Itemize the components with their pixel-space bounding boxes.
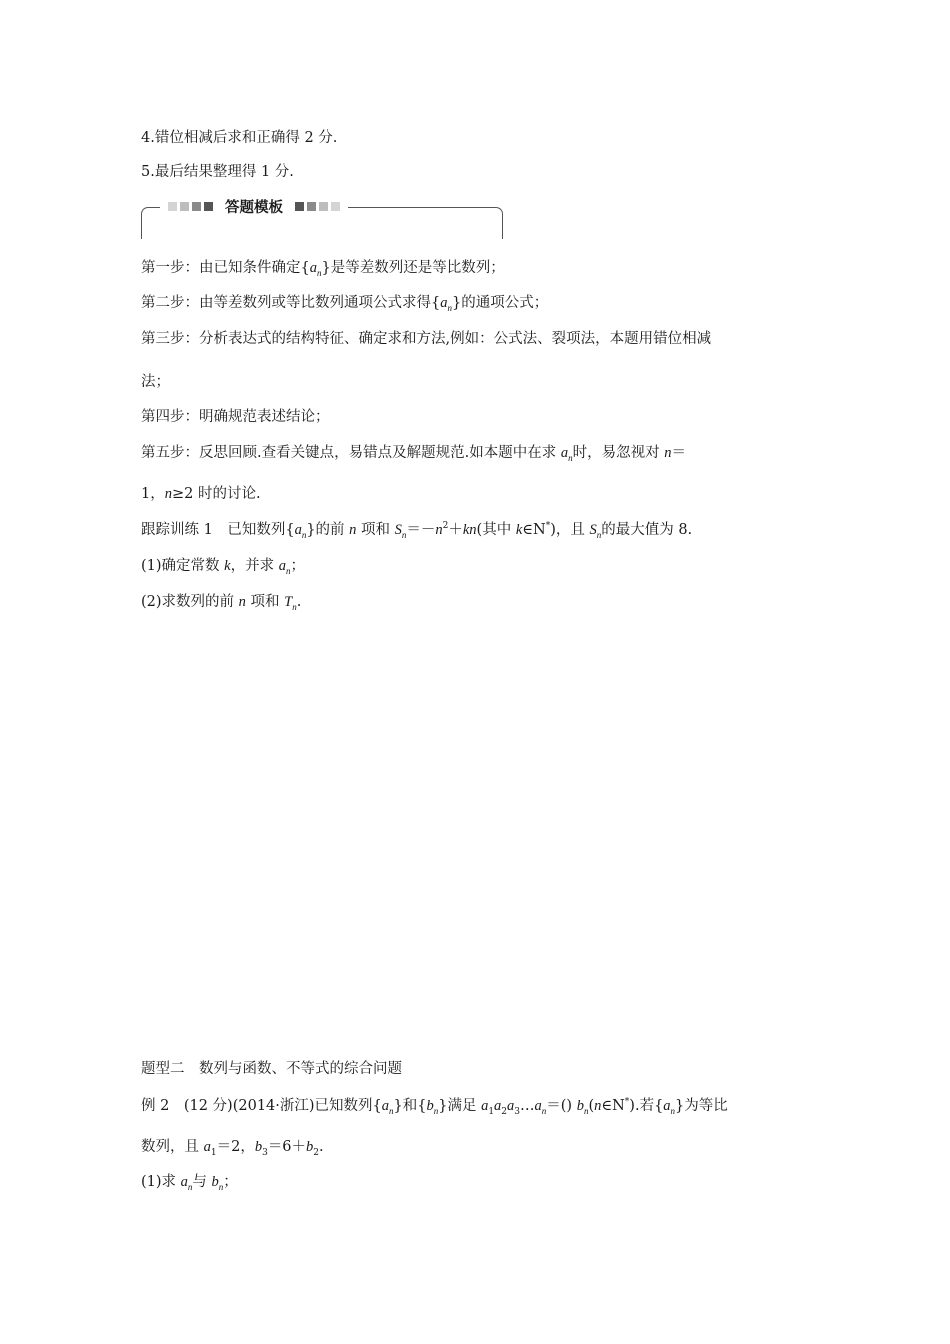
scoring-item-4: 4.错位相减后求和正确得 2 分. xyxy=(141,130,338,146)
square-icon xyxy=(295,202,304,211)
template-header xyxy=(160,196,348,216)
square-icon xyxy=(307,202,316,211)
square-icon xyxy=(331,202,340,211)
scoring-item-5: 5.最后结果整理得 1 分. xyxy=(141,164,294,180)
step-3-line-2: 法； xyxy=(141,374,170,390)
example-2-line-1: 例 2 (12 分)(2014·浙江)已知数列$\{a_n\}$和$\{b_n\}$满足 $a_1a_2a_3\dots a_n=()$ $b_n(n\in N^*)$.若$\{a_n\}$为等比 xyxy=(141,1097,728,1117)
exercise-stem: 跟踪训练 1 已知数列$\{a_n\}$的前 n 项和 $S_n=-n^2+kn$(其中 k∈N*)，且 $S_n$的最大值为 8. xyxy=(141,521,693,540)
exercise-question-1: (1)确定常数 k，并求 $a_n$； xyxy=(141,558,305,576)
squares-left xyxy=(168,202,213,211)
square-icon xyxy=(204,202,213,211)
step-5-line-1: 第五步：反思回顾.查看关键点，易错点及解题规范.如本题中在求 $a_n$时，易忽视对 n＝ xyxy=(141,445,686,463)
example-2-question-1: (1)求 $a_n$与 $b_n$； xyxy=(141,1174,238,1192)
type-2-heading: 题型二 数列与函数、不等式的综合问题 xyxy=(141,1061,402,1077)
example-2-line-2: 数列，且 $a_1=2$，$b_3=6+b_2$. xyxy=(141,1139,324,1158)
square-icon xyxy=(319,202,328,211)
step-3-line-1: 第三步：分析表达式的结构特征、确定求和方法,例如：公式法、裂项法，本题用错位相减 xyxy=(141,331,712,347)
step-2: 第二步：由等差数列或等比数列通项公式求得$\{a_n\}$的通项公式； xyxy=(141,295,549,313)
step-4: 第四步：明确规范表述结论； xyxy=(141,409,330,425)
step-5-line-2: 1，n≥2 时的讨论. xyxy=(141,486,261,502)
squares-right xyxy=(295,202,340,211)
step-1: 第一步：由已知条件确定$\{a_n\}$是等差数列还是等比数列； xyxy=(141,260,505,278)
exercise-question-2: (2)求数列的前 n 项和 $T_n$. xyxy=(141,594,302,612)
square-icon xyxy=(180,202,189,211)
square-icon xyxy=(192,202,201,211)
template-title: 答题模板 xyxy=(225,199,283,216)
square-icon xyxy=(168,202,177,211)
